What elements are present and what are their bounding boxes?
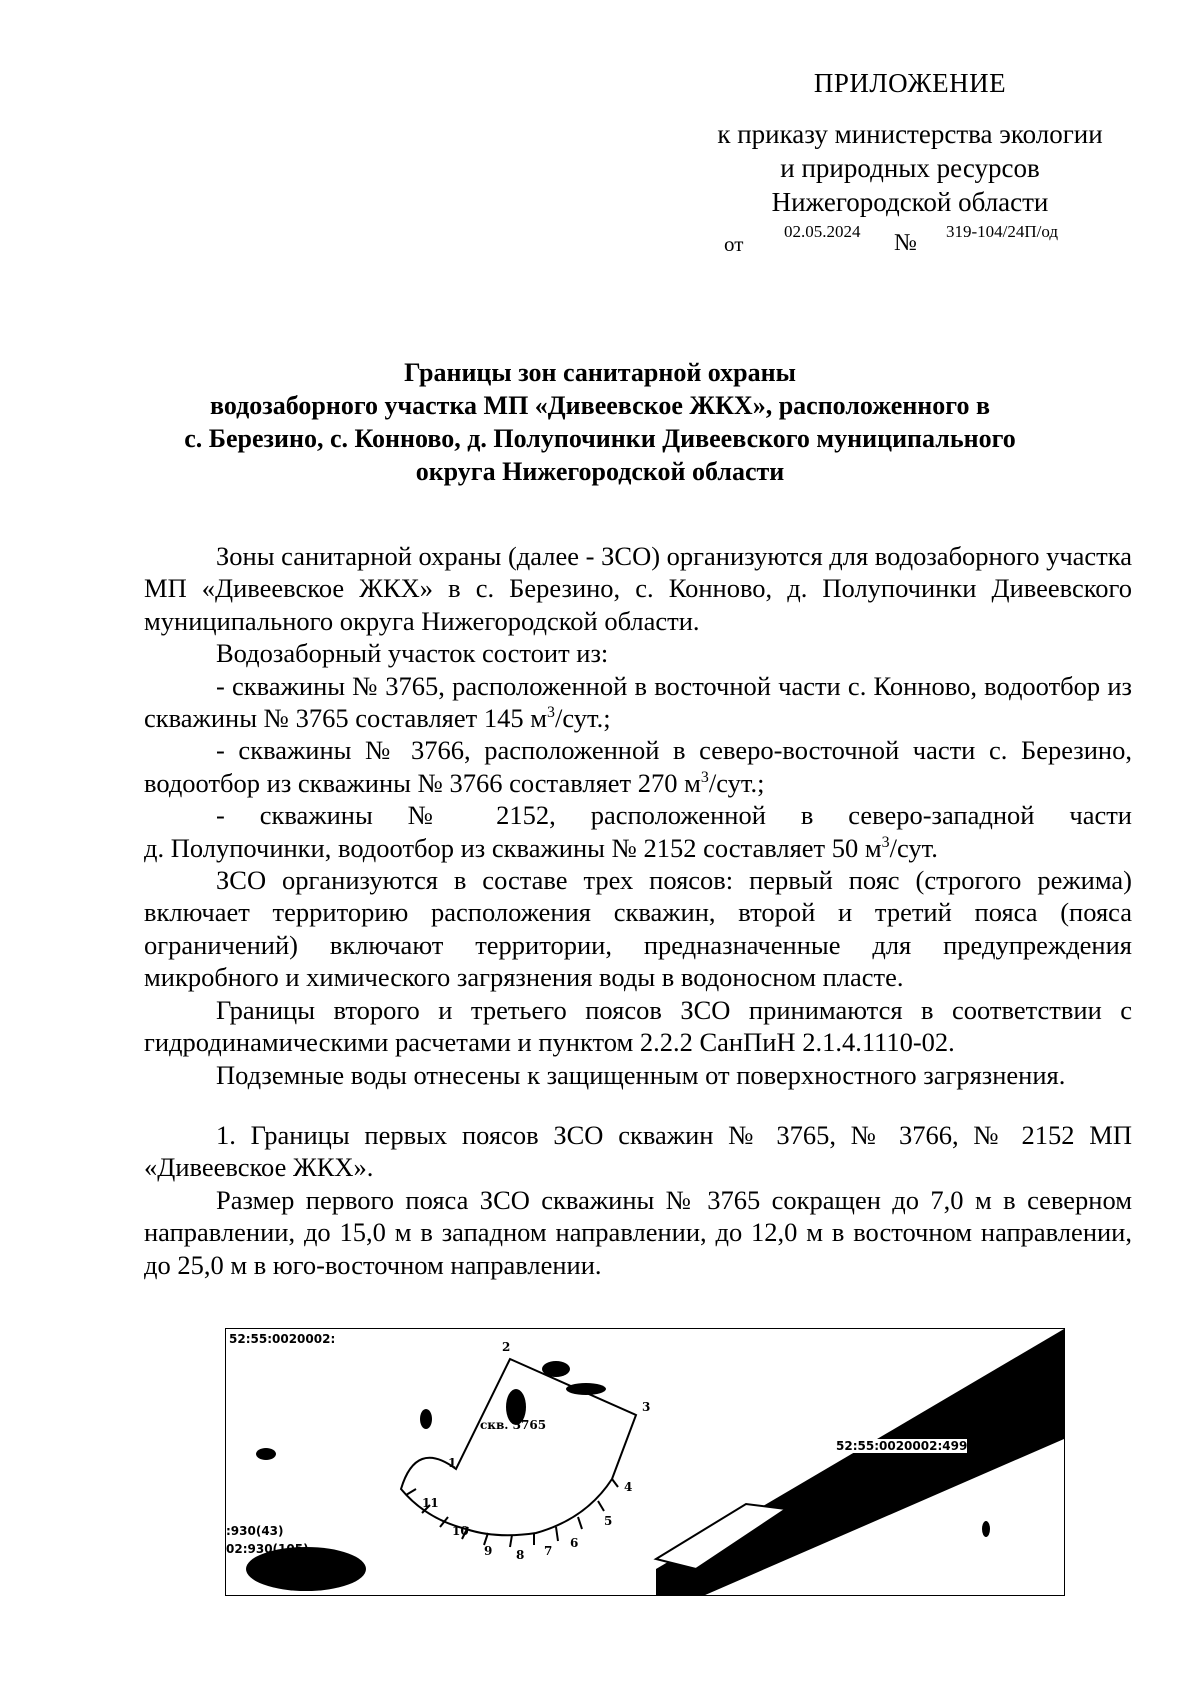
appendix-line: к приказу министерства экологии: [717, 119, 1103, 149]
title-line: с. Березино, с. Конново, д. Полупочинки Дивеевского муниципального: [184, 424, 1016, 453]
map-point-label: 2: [502, 1340, 511, 1354]
paragraph-first-belt-size: Размер первого пояса ЗСО скважины № 3765 сокращен до 7,0 м в северном направлении, до 15,0 м в западном направлении, до 12,0 м в восточном направлении, до 25,0 м в юго-восточном направлении.: [144, 1184, 1132, 1280]
well-2152-item-line2: д. Полупочинки, водоотбор из скважины № 2152 составляет 50 $м^3$/сут.: [144, 832, 938, 863]
appendix-title: ПРИЛОЖЕНИЕ: [813, 68, 1007, 98]
well-label: скв. 3765: [480, 1418, 547, 1432]
title-line: округа Нижегородской области: [415, 457, 785, 486]
document-body: [144, 540, 1132, 1281]
document-title: [120, 356, 1080, 488]
map-blob: [420, 1409, 432, 1429]
well-2152-item-line1: - скважины № 2152, расположенной в северо-западной части: [216, 800, 1132, 831]
map-point-label: 9: [484, 1544, 493, 1558]
map-point-label: 5: [604, 1514, 613, 1528]
map-point-label: 3: [642, 1400, 651, 1414]
appendix-line: и природных ресурсов: [780, 153, 1040, 183]
title-line: Границы зон санитарной охраны: [404, 358, 796, 387]
map-point-label: 11: [422, 1496, 439, 1510]
paragraph-belts: ЗСО организуются в составе трех поясов: первый пояс (строгого режима) включает территорию расположения скважин, второй и третий пояса (пояса ограничений) включают территории, предназначенные для предупреждения микробного и химического загрязнения воды в водоносном пласте.: [144, 865, 1132, 993]
paragraph-composition: Водозаборный участок состоит из:: [216, 638, 609, 669]
title-line: водозаборного участка МП «Дивеевское ЖКХ», расположенного в: [210, 391, 990, 420]
order-date: 02.05.2024: [784, 222, 861, 241]
order-number: 319-104/24П/од: [946, 222, 1059, 241]
cadastral-label: 52:55:0020002:499: [836, 1439, 968, 1453]
number-sign: №: [894, 230, 917, 256]
map-blob: [982, 1521, 990, 1537]
section-heading-1: 1. Границы первых поясов ЗСО скважин № 3765, № 3766, № 2152 МП «Дивеевское ЖКХ».: [144, 1119, 1132, 1183]
well-3765-item: - скважины № 3765, расположенной в восточной части с. Конново, водоотбор из скважины № 3765 составляет 145 $м^3$/сут.;: [144, 670, 1132, 734]
cadastral-label: 02:930(105): [226, 1542, 309, 1556]
boundary-ticks: [406, 1479, 618, 1547]
map-point-label: 10: [452, 1524, 469, 1538]
well-3766-item: - скважины № 3766, расположенной в северо-восточной части с. Березино, водоотбор из скважины № 3766 составляет 270 $м^3$/сут.;: [144, 735, 1132, 798]
map-point-label: 7: [544, 1544, 553, 1558]
cadastral-label: :930(43): [226, 1524, 284, 1538]
point-labels: [422, 1340, 650, 1562]
appendix-line: Нижегородской области: [771, 187, 1049, 217]
map-point-label: 4: [624, 1480, 633, 1494]
paragraph-intro: Зоны санитарной охраны (далее - ЗСО) организуются для водозаборного участка МП «Дивеевское ЖКХ» в с. Березино, с. Конново, д. Полупочинки Дивеевского муниципального округа Нижегородской области.: [144, 541, 1132, 636]
map-point-label: 8: [516, 1548, 525, 1562]
map-blob: [256, 1448, 276, 1460]
from-label: от: [724, 232, 744, 256]
cadastral-label: 52:55:0020002:: [229, 1332, 336, 1346]
map-point-label: 1: [448, 1456, 457, 1470]
zone-map-drawing: [226, 1329, 1064, 1595]
paragraph-groundwater: Подземные воды отнесены к защищенным от поверхностного загрязнения.: [216, 1059, 1066, 1090]
map-point-label: 6: [570, 1536, 579, 1550]
appendix-block: [700, 68, 1120, 219]
zone-map-image: [225, 1328, 1065, 1596]
paragraph-borders: Границы второго и третьего поясов ЗСО принимаются в соответствии с гидродинамическими расчетами и пунктом 2.2.2 СанПиН 2.1.4.1110-02.: [144, 994, 1132, 1058]
